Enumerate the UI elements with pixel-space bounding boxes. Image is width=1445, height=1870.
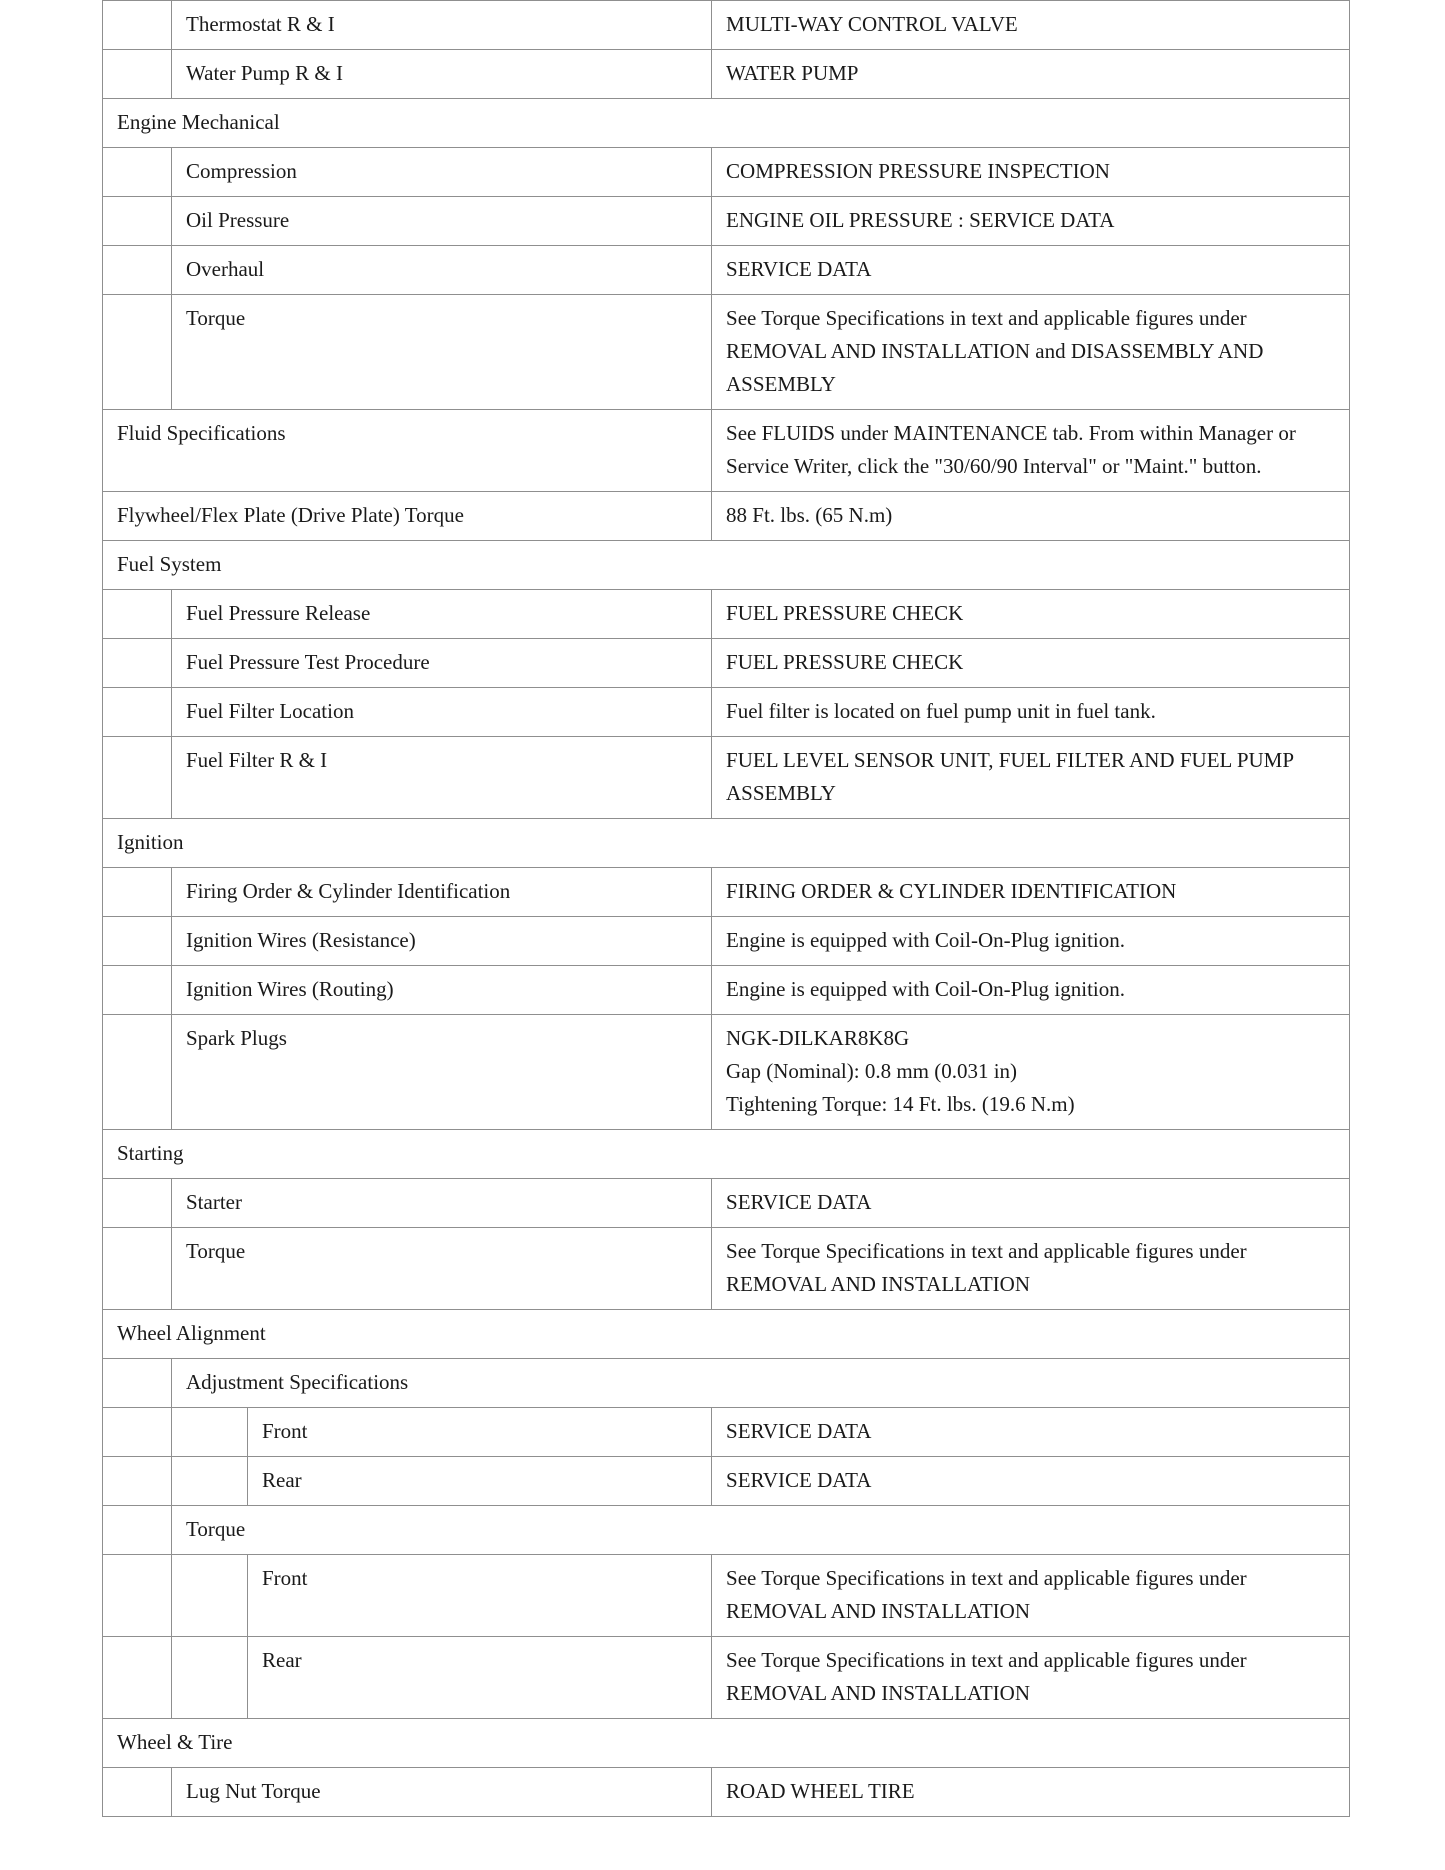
indent-cell xyxy=(103,1457,172,1506)
table-row xyxy=(103,197,1350,246)
table-row xyxy=(103,639,1350,688)
table-row xyxy=(103,917,1350,966)
table-row xyxy=(103,1015,1350,1130)
section-header-row xyxy=(103,819,1350,868)
section-title: Starting xyxy=(103,1130,1350,1179)
item-label: Thermostat R & I xyxy=(172,1,712,50)
table-row xyxy=(103,1457,1350,1506)
item-value: ROAD WHEEL TIRE xyxy=(712,1768,1350,1817)
table-row xyxy=(103,295,1350,410)
item-label: Compression xyxy=(172,148,712,197)
item-label: Torque xyxy=(172,295,712,410)
indent-cell xyxy=(103,1637,172,1719)
item-label: Rear xyxy=(248,1637,712,1719)
item-value xyxy=(712,1015,1350,1130)
section-header-row xyxy=(103,541,1350,590)
indent-cell xyxy=(103,197,172,246)
value-line: See Torque Specifications in text and applicable figures under xyxy=(726,1566,1247,1590)
table-row xyxy=(103,590,1350,639)
indent-cell xyxy=(103,966,172,1015)
item-value: FUEL PRESSURE CHECK xyxy=(712,590,1350,639)
item-label: Fluid Specifications xyxy=(103,410,712,492)
section-header-row xyxy=(103,99,1350,148)
table-row xyxy=(103,1179,1350,1228)
item-value: MULTI-WAY CONTROL VALVE xyxy=(712,1,1350,50)
value-line: NGK-DILKAR8K8G xyxy=(726,1026,910,1050)
table-row xyxy=(103,50,1350,99)
item-value xyxy=(712,1555,1350,1637)
table-row xyxy=(103,1637,1350,1719)
item-label: Spark Plugs xyxy=(172,1015,712,1130)
indent-cell xyxy=(103,1359,172,1408)
item-value xyxy=(712,295,1350,410)
value-line: FUEL LEVEL SENSOR UNIT, FUEL FILTER AND FUEL PUMP xyxy=(726,748,1295,772)
indent-cell xyxy=(103,1408,172,1457)
indent-cell xyxy=(103,1768,172,1817)
item-value: SERVICE DATA xyxy=(712,1408,1350,1457)
item-value: Engine is equipped with Coil-On-Plug ignition. xyxy=(712,966,1350,1015)
section-title: Wheel Alignment xyxy=(103,1310,1350,1359)
value-line: ASSEMBLY xyxy=(726,372,836,396)
indent-cell xyxy=(103,148,172,197)
value-line: Tightening Torque: 14 Ft. lbs. (19.6 N.m) xyxy=(726,1092,1075,1116)
indent-cell xyxy=(103,1015,172,1130)
table-row xyxy=(103,1228,1350,1310)
item-label: Ignition Wires (Resistance) xyxy=(172,917,712,966)
item-label: Rear xyxy=(248,1457,712,1506)
table-row xyxy=(103,1,1350,50)
item-value: Engine is equipped with Coil-On-Plug ignition. xyxy=(712,917,1350,966)
item-value: SERVICE DATA xyxy=(712,246,1350,295)
indent-cell xyxy=(103,737,172,819)
item-label: Flywheel/Flex Plate (Drive Plate) Torque xyxy=(103,492,712,541)
table-row xyxy=(103,868,1350,917)
table-row xyxy=(103,1408,1350,1457)
item-value xyxy=(712,410,1350,492)
item-label: Front xyxy=(248,1555,712,1637)
item-label: Oil Pressure xyxy=(172,197,712,246)
indent-cell xyxy=(103,1179,172,1228)
indent-cell xyxy=(103,1228,172,1310)
indent-cell xyxy=(103,1555,172,1637)
indent-cell xyxy=(103,639,172,688)
item-value: FUEL PRESSURE CHECK xyxy=(712,639,1350,688)
item-label: Firing Order & Cylinder Identification xyxy=(172,868,712,917)
subsection-header-row xyxy=(103,1506,1350,1555)
indent-cell xyxy=(172,1457,248,1506)
value-line: Service Writer, click the "30/60/90 Interval" or "Maint." button. xyxy=(726,454,1262,478)
item-label: Fuel Pressure Release xyxy=(172,590,712,639)
indent-cell xyxy=(103,1506,172,1555)
item-label: Lug Nut Torque xyxy=(172,1768,712,1817)
table-row xyxy=(103,492,1350,541)
subsection-title: Torque xyxy=(172,1506,1350,1555)
section-title: Engine Mechanical xyxy=(103,99,1350,148)
indent-cell xyxy=(103,50,172,99)
item-value: SERVICE DATA xyxy=(712,1179,1350,1228)
table-row xyxy=(103,1768,1350,1817)
value-line: See FLUIDS under MAINTENANCE tab. From within Manager or xyxy=(726,421,1296,445)
indent-cell xyxy=(103,1,172,50)
item-label: Front xyxy=(248,1408,712,1457)
item-label: Starter xyxy=(172,1179,712,1228)
item-value xyxy=(712,1228,1350,1310)
table-row xyxy=(103,410,1350,492)
indent-cell xyxy=(103,295,172,410)
item-label: Ignition Wires (Routing) xyxy=(172,966,712,1015)
indent-cell xyxy=(103,688,172,737)
indent-cell xyxy=(103,868,172,917)
value-line: Gap (Nominal): 0.8 mm (0.031 in) xyxy=(726,1059,1018,1083)
item-value xyxy=(712,1637,1350,1719)
table-row xyxy=(103,737,1350,819)
value-line: REMOVAL AND INSTALLATION xyxy=(726,1681,1030,1705)
value-line: ASSEMBLY xyxy=(726,781,836,805)
item-value: 88 Ft. lbs. (65 N.m) xyxy=(712,492,1350,541)
item-label: Fuel Filter Location xyxy=(172,688,712,737)
table-row xyxy=(103,1555,1350,1637)
item-value: Fuel filter is located on fuel pump unit in fuel tank. xyxy=(712,688,1350,737)
section-title: Wheel & Tire xyxy=(103,1719,1350,1768)
item-label: Fuel Filter R & I xyxy=(172,737,712,819)
item-value: ENGINE OIL PRESSURE : SERVICE DATA xyxy=(712,197,1350,246)
section-header-row xyxy=(103,1310,1350,1359)
indent-cell xyxy=(172,1408,248,1457)
section-title: Fuel System xyxy=(103,541,1350,590)
subsection-header-row xyxy=(103,1359,1350,1408)
table-row xyxy=(103,688,1350,737)
section-title: Ignition xyxy=(103,819,1350,868)
value-line: See Torque Specifications in text and applicable figures under xyxy=(726,1648,1247,1672)
value-line: REMOVAL AND INSTALLATION xyxy=(726,1599,1030,1623)
table-row xyxy=(103,148,1350,197)
section-header-row xyxy=(103,1130,1350,1179)
value-line: REMOVAL AND INSTALLATION and DISASSEMBLY AND xyxy=(726,339,1264,363)
value-line: See Torque Specifications in text and applicable figures under xyxy=(726,1239,1247,1263)
section-header-row xyxy=(103,1719,1350,1768)
item-label: Torque xyxy=(172,1228,712,1310)
subsection-title: Adjustment Specifications xyxy=(172,1359,1350,1408)
item-label: Overhaul xyxy=(172,246,712,295)
table-row xyxy=(103,966,1350,1015)
value-line: See Torque Specifications in text and applicable figures under xyxy=(726,306,1247,330)
item-label: Fuel Pressure Test Procedure xyxy=(172,639,712,688)
specifications-table xyxy=(102,0,1350,1817)
indent-cell xyxy=(103,917,172,966)
indent-cell xyxy=(172,1555,248,1637)
indent-cell xyxy=(103,246,172,295)
value-line: REMOVAL AND INSTALLATION xyxy=(726,1272,1030,1296)
table-row xyxy=(103,246,1350,295)
item-value: COMPRESSION PRESSURE INSPECTION xyxy=(712,148,1350,197)
item-value xyxy=(712,737,1350,819)
item-value: SERVICE DATA xyxy=(712,1457,1350,1506)
indent-cell xyxy=(172,1637,248,1719)
item-value: FIRING ORDER & CYLINDER IDENTIFICATION xyxy=(712,868,1350,917)
item-value: WATER PUMP xyxy=(712,50,1350,99)
item-label: Water Pump R & I xyxy=(172,50,712,99)
indent-cell xyxy=(103,590,172,639)
